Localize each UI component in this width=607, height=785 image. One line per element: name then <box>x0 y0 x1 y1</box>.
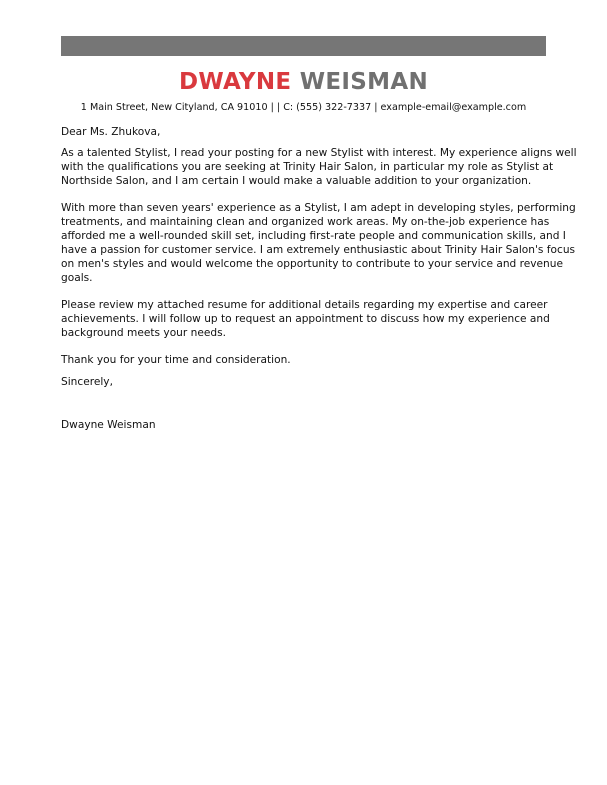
signature <box>61 418 551 432</box>
header-bar <box>61 36 546 56</box>
salutation <box>61 125 551 139</box>
paragraph-line: on men's styles and would welcome the opportunity to contribute to your service and revenue <box>61 258 563 270</box>
signature-text: Dwayne Weisman <box>61 419 156 431</box>
paragraph-2 <box>61 201 576 285</box>
paragraph-3 <box>61 298 551 340</box>
last-name: WEISMAN <box>299 69 428 95</box>
salutation-text: Dear Ms. Zhukova, <box>61 126 161 138</box>
paragraph-line: goals. <box>61 272 93 284</box>
paragraph-line: treatments, and maintaining clean and organized work areas. My on-the-job experience has <box>61 216 550 228</box>
thank-you-text: Thank you for your time and consideration. <box>61 354 291 366</box>
paragraph-line: background meets your needs. <box>61 327 226 339</box>
paragraph-line: achievements. I will follow up to request an appointment to discuss how my experience and <box>61 313 550 325</box>
paragraph-line: As a talented Stylist, I read your posting for a new Stylist with interest. My experience aligns well <box>61 147 577 159</box>
thank-you-line <box>61 353 551 367</box>
first-name: DWAYNE <box>178 69 292 95</box>
closing-text: Sincerely, <box>61 376 113 388</box>
paragraph-line: Northside Salon, and I am certain I would make a valuable addition to your organization. <box>61 175 532 187</box>
applicant-name <box>0 68 607 96</box>
paragraph-line: Please review my attached resume for additional details regarding my expertise and career <box>61 299 548 311</box>
contact-line: 1 Main Street, New Cityland, CA 91010 | | C: (555) 322-7337 | example-email@example.com <box>80 102 527 113</box>
paragraph-line: afforded me a well-rounded skill set, including first-rate people and communication skills, and I <box>61 230 566 242</box>
paragraph-line: with the qualifications you are seeking at Trinity Hair Salon, in particular my role as Stylist at <box>61 161 554 173</box>
paragraph-line: With more than seven years' experience as a Stylist, I am adept in developing styles, performing <box>61 202 576 214</box>
paragraph-1 <box>61 146 577 188</box>
closing <box>61 375 551 389</box>
paragraph-line: have a passion for customer service. I am extremely enthusiastic about Trinity Hair Salon's focus <box>61 244 576 256</box>
